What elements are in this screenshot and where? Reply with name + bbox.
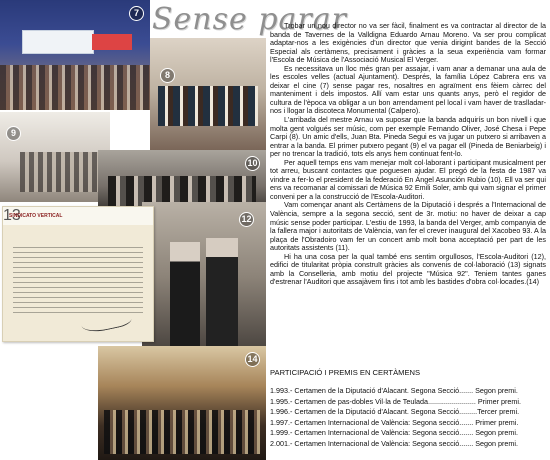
photo-number-badge: 13 (3, 207, 153, 225)
photo-musicians (158, 86, 258, 126)
photo-band-concert (98, 346, 266, 460)
award-item: 1.995.- Certamen de pas-dobles Vil·la de Teulada........................ Primer premi. (270, 396, 522, 406)
paragraph: Vam començar anant als Certàmens de la Diputació i després a l'Internacional de València, sempre a la segona secció, sent de 3r. motiu: no haver de deixar a cap músic sense poder participar. L'estiu de 1993, la banda del Verger, amb companyia de la fallera major i autoritats de València, van fer el crever inaugural del Xacobeo 93. A la plaça de l'Obradoiro vam fer un concert amb molt bona acceptació per part de les autoritats assistents (11). (270, 200, 546, 253)
photo-crowd (0, 65, 150, 110)
paragraph: L'arribada del mestre Arnau va suposar que la banda adquirís un bon nivell i que molta gent volgués ser músic, com per exemple Fernando Oliver, José Chesa i Pepe Carpi (8). Un amic d'ells, Juan Bta. Pineda Segui es va jugar un putxero si arribaven a entrar a la banda. El primer putxero pegant (9) el va pagar ell (Pineda de Beniarbeig) i per no trencar la tradició, tots els anys hem continuat fent-lo. (270, 115, 546, 159)
letter-text-lines (13, 247, 143, 317)
photo-person-right (206, 238, 238, 350)
awards-section (270, 368, 546, 449)
photo-number-badge: 10 (245, 156, 260, 171)
paragraph: Per aquell temps ens vam menejar molt col·laborant i participant musicalment per tot arreu, buscant contactes que poguesen ajudar. El pregó de la festa de 1987 va vindre a fer-lo el president de la federació En Ángel Asunción Rubio (10). Ell va ser qui ens va recomanar al comissari de Música 92 Emili Soler, amb qui vam signar el primer conveni per a la construcció de l'Escola-Auditori. (270, 157, 546, 201)
photo-putxero (0, 112, 110, 202)
paragraph: Hi ha una cosa per la qual també ens sentim orgullosos, l'Escola-Auditori (12), edifici de titularitat pròpia construït gràcies als convenis de col·laboració (13) signats amb la Conselleria, amb motiu del projecte "Música 92". Teniem tantes ganes d'estrenar l'Auditori que assajàvem fins i tot amb les bastides d'obra col·locades.(14) (270, 251, 546, 287)
award-item: 1.999.- Certamen Internacional de València: Segona secció....... Segon premi. (270, 428, 518, 437)
letter-header: SINDICATO VERTICAL (9, 213, 63, 219)
award-item: 1.993.- Certamen de la Diputació d'Alacant. Segona Secció....... Segon premi. (270, 386, 518, 395)
photo-band-group (150, 38, 266, 150)
photo-number-badge: 14 (245, 352, 260, 367)
photo-number-badge: 12 (239, 212, 254, 227)
photo-person-left (170, 242, 200, 350)
awards-heading: PARTICIPACIÓ I PREMIS EN CERTÀMENS (270, 368, 421, 377)
photo-festival-speech (98, 150, 266, 210)
page-title: Sense parar (152, 2, 347, 36)
award-item: 1.997.- Certamen Internacional de València: Segona secció....... Primer premi. (270, 417, 519, 427)
paragraph: Es necessitava un lloc més gran per assajar, i vam anar a demanar una aula de les escoles velles (actual Ajuntament). Després, la família López Cabrera ens va deixar el cine (7) sense pagar res, nosaltres en agraïment ens fèiem càrrec del manteniment i dels impostos. Allí vam estar uns quants anys, però el regidor de cultura de l'època va obligar a un bon arrendament pel local i vam haver de traslladar-nos i llogar la discoteca Monumental (Calpero). (270, 63, 546, 116)
photo-number-badge: 7 (129, 6, 144, 21)
photo-orchestra (104, 410, 260, 454)
paragraph: Trobar un nou director no va ser fàcil, finalment es va contractar al director de la banda de Tavernes de la Valldigna Eduardo Arnau Moreno. Va ser prou complicat adaptar-nos a les exigències d'un director que venia dirigint bandes de la Secció Especial als certàmens, precisament i gràcies a la seua experiència vam formar l'Escola de Música de l'Associació Musical El Verger. (270, 21, 546, 65)
photo-people (20, 152, 110, 192)
article-body (270, 22, 546, 287)
award-item: 1.996.- Certamen de la Diputació d'Alacant. Segona Secció.........Tercer premi. (270, 407, 520, 416)
photo-banner-red (92, 34, 132, 50)
photo-cinema-concert (0, 0, 150, 110)
award-item: 2.001.- Certamen Internacional de València: Segona secció....... Segon premi. (270, 438, 518, 448)
photo-handshake (142, 202, 266, 350)
photo-letter-document (2, 206, 154, 342)
photo-number-badge: 9 (6, 126, 21, 141)
photo-banner (22, 30, 94, 54)
photo-number-badge: 8 (160, 68, 175, 83)
